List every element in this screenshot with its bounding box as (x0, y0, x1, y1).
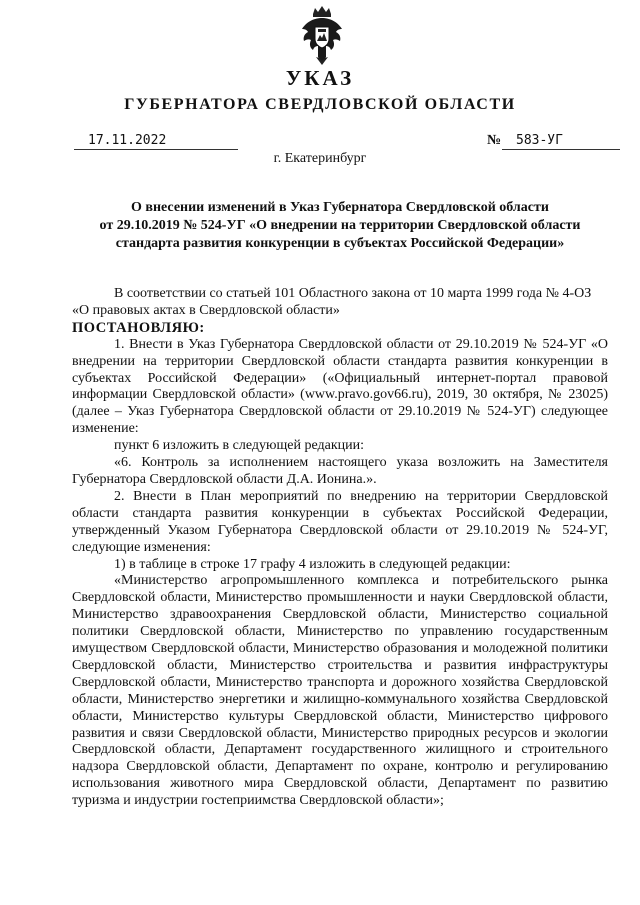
subject-line: стандарта развития конкуренции в субъектах Российской Федерации» (115, 236, 565, 251)
document-type-title: УКАЗ (285, 66, 355, 90)
paragraph-5: 1) в таблице в строке 17 графу 4 изложить в следующей редакции: (114, 556, 511, 572)
document-subject (72, 199, 608, 253)
paragraph-1: 1. Внести в Указ Губернатора Свердловской области от 29.10.2019 № 524-УГ «О внедрении на территории Свердловской области стандарта развития конкуренции в субъектах Российской Федерации» («Официальный интернет-портал правовой информации Свердловской области» (www.pravo.gov66.ru), 2019, 30 октября, № 23025) (далее – Указ Губернатора Свердловской области от 29.10.2019 № 524-УГ) следующее изменение: (72, 336, 608, 437)
issuer-title: ГУБЕРНАТОРА СВЕРДЛОВСКОЙ ОБЛАСТИ (124, 96, 516, 113)
paragraph-6: «Министерство агропромышленного комплекса и потребительского рынка Свердловской области, Министерство промышленности и науки Свердловской области, Министерство здравоохранения Свердловской области, Министерство социальной политики Свердловской области, Министерство по управлению государственным имуществом Свердловской области, Министерство образования и молодежной политики Свердловской области, Министерство строительства и развития инфраструктуры Свердловской области, Министерство транспорта и дорожного хозяйства Свердловской области, Министерство энергетики и жилищно-коммунального хозяйства Свердловской области, Министерство культуры Свердловской области, Министерство цифрового развития и связи Свердловской области, Министерство природных ресурсов и экологии Свердловской области, Департамент государственного жилищного и строительного надзора Свердловской области, Департамент по охране, контролю и регулированию использования животного мира Свердловской области, Департамент по развитию туризма и индустрии гостеприимства Свердловской области»; (72, 573, 608, 809)
paragraph-4: 2. Внести в План мероприятий по внедрению на территории Свердловской области стандарта развития конкуренции в субъектах Российской Федерации, утвержденный Указом Губернатора Свердловской области от 29.10.2019 № 524-УГ, следующие изменения: (72, 488, 608, 555)
coat-of-arms-emblem (299, 5, 345, 65)
document-number: 583-УГ (502, 133, 620, 150)
city-line: г. Екатеринбург (273, 151, 367, 166)
document-body (72, 286, 608, 810)
preamble-line: «О правовых актах в Свердловской области» (72, 302, 340, 318)
preamble-line: В соответствии со статьей 101 Областного закона от 10 марта 1999 года № 4-ОЗ (114, 286, 592, 301)
subject-line: от 29.10.2019 № 524-УГ «О внедрении на территории Свердловской области (99, 218, 581, 233)
subject-line: О внесении изменений в Указ Губернатора Свердловской области (131, 200, 549, 215)
paragraph-3: «6. Контроль за исполнением настоящего указа возложить на Заместителя Губернатора Свердловской области Д.А. Ионина.». (72, 455, 608, 487)
document-date: 17.11.2022 (74, 133, 238, 150)
decree-heading: ПОСТАНОВЛЯЮ: (72, 319, 205, 336)
number-sign: № (487, 133, 502, 148)
paragraph-2: пункт 6 изложить в следующей редакции: (114, 438, 364, 454)
